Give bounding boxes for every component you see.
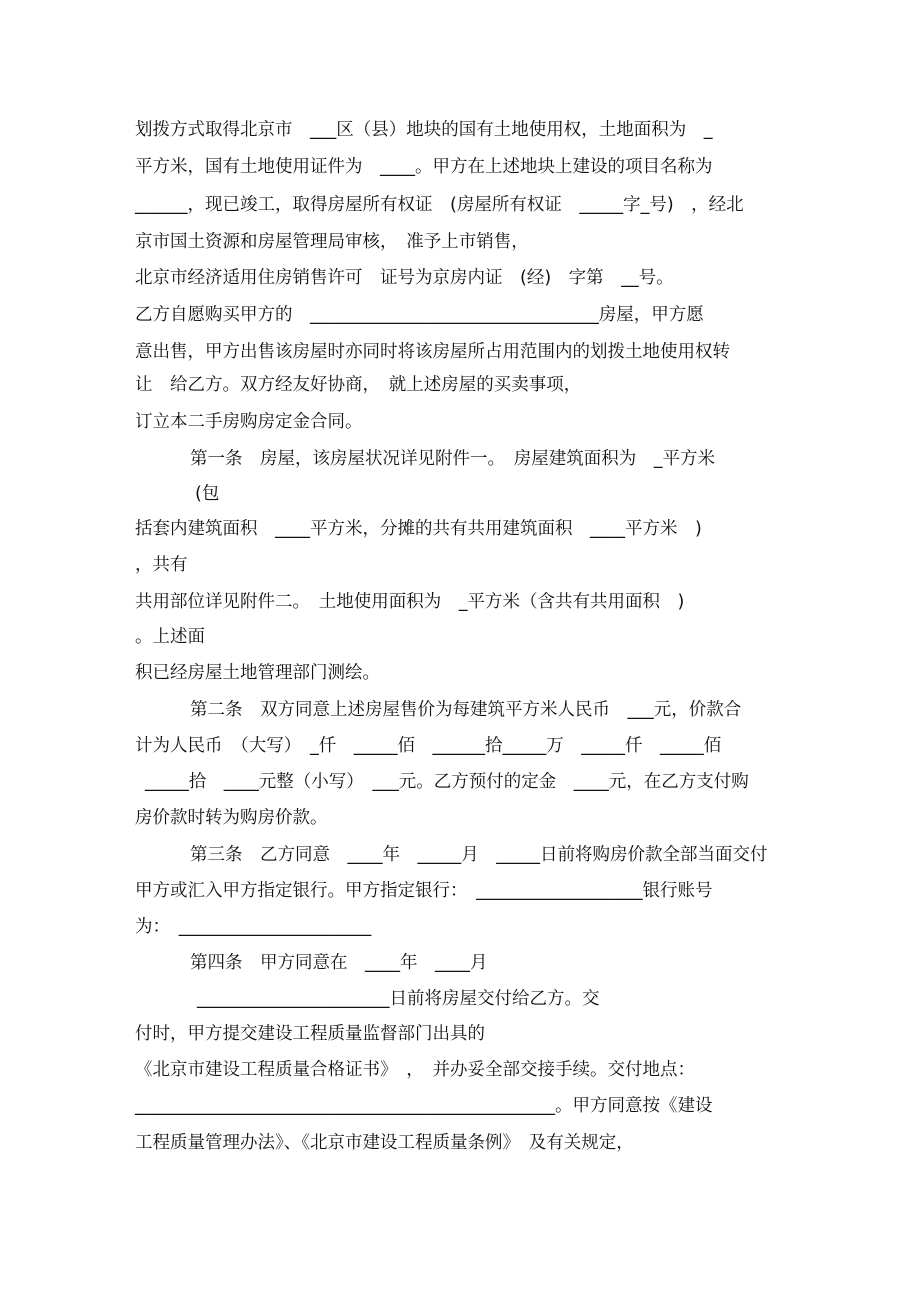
text-line: 乙方自愿购买甲方的 _________________________________房屋，甲方愿	[135, 305, 704, 325]
text-line: 《北京市建设工程质量合格证书》 ， 并办妥全部交接手续。交付地点：	[135, 1060, 695, 1080]
text-line: 括套内建筑面积 ____平方米，分摊的共有共用建筑面积 ____平方米 )	[135, 519, 702, 539]
text-line: (包	[195, 484, 220, 504]
article-heading-line: 第四条 甲方同意在 ____年 ____月	[190, 953, 488, 973]
text-line: 让 给乙方。双方经友好协商， 就上述房屋的买卖事项，	[135, 375, 582, 395]
text-line: 划拨方式取得北京市 ___区（县）地块的国有土地使用权，土地面积为 _	[135, 120, 713, 140]
text-line: 北京市经济适用住房销售许可 证号为京房内证 (经) 字第 __号。	[135, 268, 674, 288]
text-line: 平方米，国有土地使用证件为 ____。甲方在上述地块上建设的项目名称为	[135, 157, 713, 177]
text-line: 计为人民币 （大写） _仟 _____佰 ______拾_____万 _____仟 _____佰	[135, 736, 722, 756]
text-line: ______，现已竣工，取得房屋所有权证 (房屋所有权证 _____字_号) ，经北	[135, 195, 744, 215]
text-line: 工程质量管理办法》、《北京市建设工程质量条例》 及有关规定，	[135, 1133, 634, 1153]
text-line: 积已经房屋土地管理部门测绘。	[135, 663, 380, 683]
text-line: 甲方或汇入甲方指定银行。甲方指定银行： ___________________银行账号	[135, 881, 713, 901]
text-line: 付时，甲方提交建设工程质量监督部门出具的	[135, 1024, 485, 1044]
text-line: ________________________________________________。甲方同意按《建设	[135, 1096, 713, 1116]
text-line: ______________________日前将房屋交付给乙方。交	[197, 989, 600, 1009]
text-line: ，共有	[135, 555, 188, 575]
text-line: 为： ______________________	[135, 917, 372, 937]
article-heading-line: 第二条 双方同意上述房屋售价为每建筑平方米人民币 ___元，价款合	[190, 700, 742, 720]
text-line: 房价款时转为购房价款。	[135, 808, 328, 828]
text-line: 意出售，甲方出售该房屋时亦同时将该房屋所占用范围内的划拨土地使用权转	[135, 342, 730, 362]
text-line: 。上述面	[135, 627, 205, 647]
article-heading-line: 第三条 乙方同意 ____年 _____月 _____日前将购房价款全部当面交付	[190, 845, 768, 865]
article-heading-line: 第一条 房屋，该房屋状况详见附件一。 房屋建筑面积为 _平方米	[190, 449, 715, 469]
text-line: 京市国土资源和房屋管理局审核， 准予上市销售，	[135, 232, 529, 252]
text-line: 共用部位详见附件二。 土地使用面积为 _平方米（含共有共用面积 )	[135, 592, 685, 612]
text-line: 订立本二手房购房定金合同。	[135, 412, 363, 432]
text-line: _____拾 ____元整（小写） ___元。乙方预付的定金 ____元，在乙方支付购	[145, 772, 749, 792]
